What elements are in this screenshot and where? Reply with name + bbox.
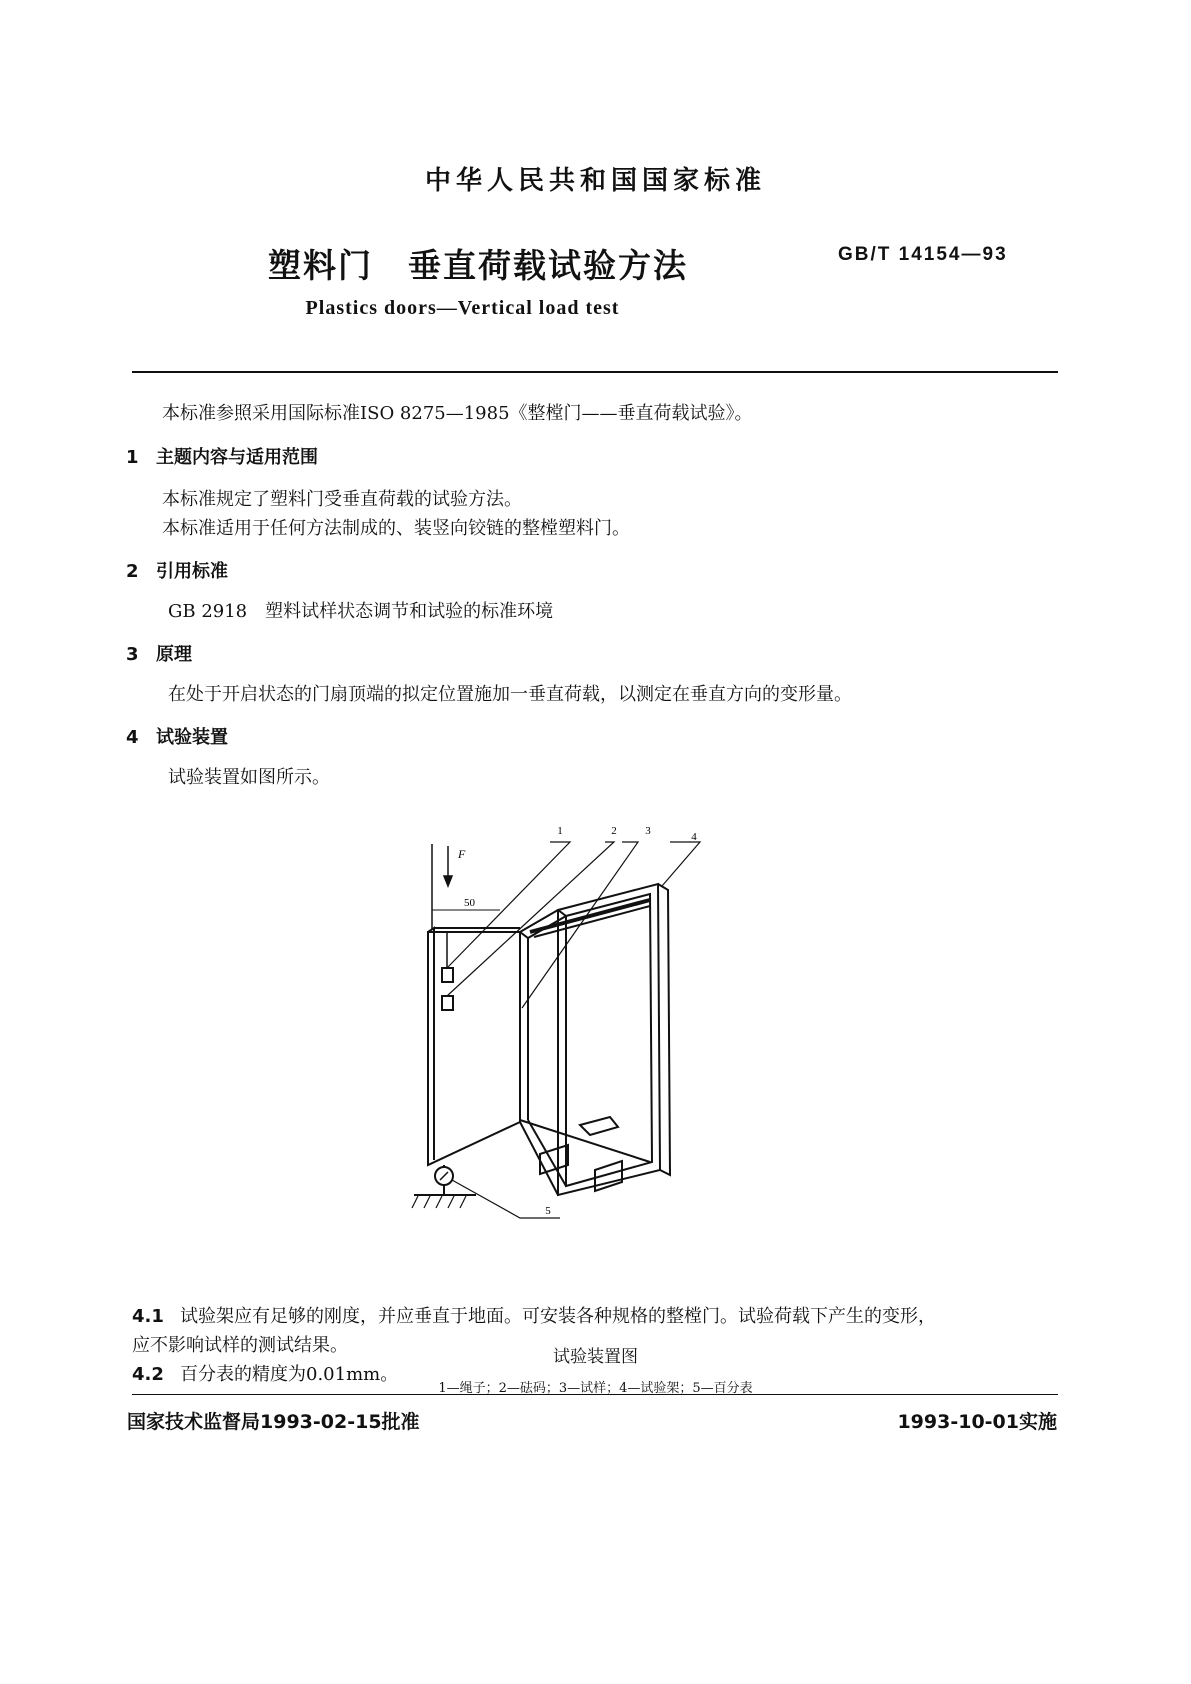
clause-number: 4.1 — [132, 1306, 164, 1327]
figure-caption: 试验装置图 — [553, 1347, 638, 1367]
section-4-heading — [126, 723, 228, 749]
leader-lines — [447, 842, 700, 1218]
section-title: 引用标准 — [156, 561, 228, 582]
dimension-label: 50 — [464, 897, 475, 909]
document-title-en: Plastics doors—Vertical load test — [305, 297, 620, 319]
section-2-heading — [126, 557, 228, 583]
clause-4-1-continuation: 应不影响试样的测试结果。 — [132, 1335, 348, 1356]
figure-label-1: 1 — [557, 825, 563, 837]
force-label: F — [458, 847, 466, 861]
force-arrow — [432, 844, 452, 930]
national-standard-title: 中华人民共和国国家标准 — [424, 166, 766, 196]
base-blocks — [540, 1117, 622, 1191]
clause-number: 4.2 — [132, 1364, 164, 1385]
section-number: 4 — [126, 727, 139, 748]
section-title: 试验装置 — [156, 727, 228, 748]
test-frame — [520, 884, 670, 1195]
section-2-line-1: GB 2918 塑料试样状态调节和试验的标准环境 — [168, 601, 554, 622]
section-title: 原理 — [156, 644, 192, 665]
clause-text: 百分表的精度为0.01mm。 — [180, 1364, 399, 1385]
section-number: 1 — [126, 447, 139, 468]
dial-gauge — [412, 1165, 476, 1208]
test-apparatus-figure — [400, 820, 730, 1240]
section-1-heading — [126, 443, 318, 469]
section-4-line-1: 试验装置如图所示。 — [168, 767, 330, 788]
header-rule — [132, 371, 1058, 373]
section-number: 3 — [126, 644, 139, 665]
section-3-heading — [126, 640, 192, 666]
section-3-line-1: 在处于开启状态的门扇顶端的拟定位置施加一垂直荷载，以测定在垂直方向的变形量。 — [168, 684, 852, 705]
weights — [442, 932, 453, 1010]
footer-rule — [132, 1394, 1058, 1395]
section-number: 2 — [126, 561, 139, 582]
clause-4-1 — [132, 1302, 936, 1328]
section-title: 主题内容与适用范围 — [156, 447, 318, 468]
door-specimen — [428, 928, 520, 1165]
document-title-cn: 塑料门 垂直荷载试验方法 — [268, 246, 688, 285]
standard-code: GB/T 14154—93 — [838, 244, 1008, 265]
implementation-date: 1993-10-01实施 — [897, 1411, 1057, 1433]
figure-label-5: 5 — [545, 1205, 551, 1217]
intro-paragraph: 本标准参照采用国际标准ISO 8275—1985《整樘门——垂直荷载试验》。 — [162, 403, 753, 424]
section-1-line-2: 本标准适用于任何方法制成的、装竖向铰链的整樘塑料门。 — [162, 518, 630, 539]
figure-label-2: 2 — [611, 825, 617, 837]
clause-text: 试验架应有足够的刚度，并应垂直于地面。可安装各种规格的整樘门。试验荷载下产生的变形， — [180, 1306, 936, 1327]
figure-label-4: 4 — [691, 831, 697, 843]
clause-4-2 — [132, 1360, 398, 1386]
section-1-line-1: 本标准规定了塑料门受垂直荷载的试验方法。 — [162, 489, 522, 510]
approval-date: 国家技术监督局1993-02-15批准 — [127, 1411, 420, 1433]
figure-legend: 1—绳子；2—砝码；3—试样；4—试验架；5—百分表 — [438, 1381, 753, 1396]
figure-label-3: 3 — [645, 825, 651, 837]
